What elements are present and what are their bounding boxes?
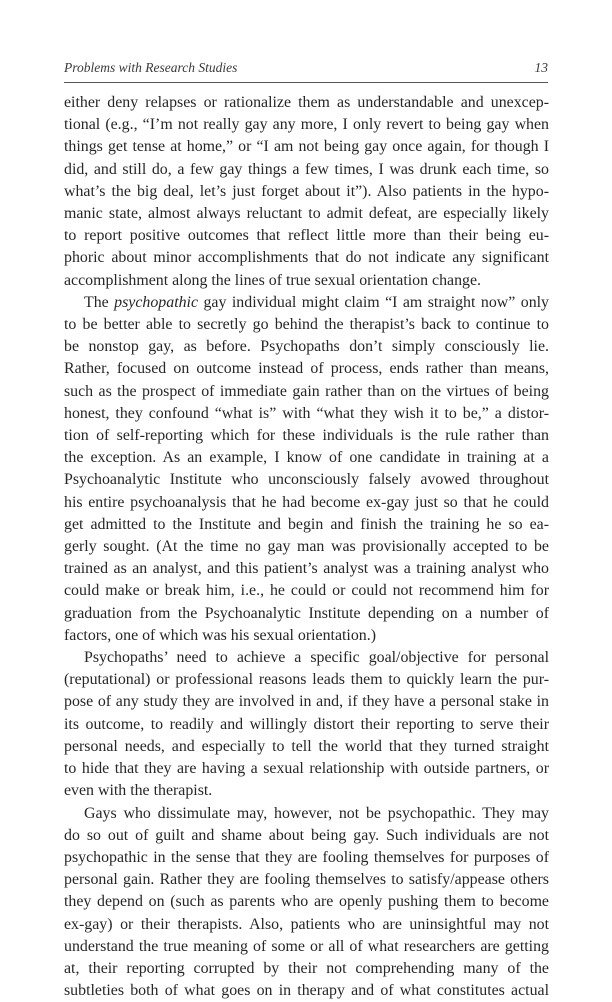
text-line: be nonstop gay, as before. Psychopaths don’t simply consciously lie. (64, 336, 549, 358)
text-line: its outcome, to readily and willingly distort their reporting to serve their (64, 714, 549, 736)
text-line: could make or break him, i.e., he could or could not recommend him for (64, 580, 549, 602)
paragraph (64, 92, 549, 292)
text-line: even with the therapist. (64, 780, 549, 802)
text-line: (reputational) or professional reasons leads them to quickly learn the pur- (64, 669, 549, 691)
text-line: Psychopaths’ need to achieve a specific goal/objective for personal (64, 647, 549, 669)
text-line: the exception. As an example, I know of one candidate in training at a (64, 447, 549, 469)
text-line: phoric about minor accomplishments that do not indicate any significant (64, 247, 549, 269)
text-line: at, their reporting corrupted by their not comprehending many of the (64, 958, 549, 980)
text-line: manic state, almost always reluctant to admit defeat, are especially likely (64, 203, 549, 225)
text-line: personal needs, and especially to tell the world that they turned straight (64, 736, 549, 758)
text-line: what’s the big deal, let’s just forget about it”). Also patients in the hypo- (64, 181, 549, 203)
text-line: ex-gay) or their therapists. Also, patients who are uninsightful may not (64, 914, 549, 936)
paragraph (64, 803, 549, 1002)
text-line: psychopathic in the sense that they are fooling themselves for purposes of (64, 847, 549, 869)
text-line: do so out of guilt and shame about being gay. Such individuals are not (64, 825, 549, 847)
text-line: graduation from the Psychoanalytic Institute depending on a number of (64, 603, 549, 625)
text-line: to report positive outcomes that reflect little more than their being eu- (64, 225, 549, 247)
running-header (64, 60, 548, 76)
text-line (64, 292, 549, 314)
text-line: understand the true meaning of some or all of what researchers are getting (64, 936, 549, 958)
text-line: Gays who dissimulate may, however, not be psychopathic. They may (64, 803, 549, 825)
chapter-title: Problems with Research Studies (64, 60, 237, 76)
text-line: tion of self-reporting which for these individuals is the rule rather than (64, 425, 549, 447)
text-line: trained as an analyst, and this patient’s analyst was a training analyst who (64, 558, 549, 580)
text-line: Psychoanalytic Institute who unconsciously falsely avowed throughout (64, 469, 549, 491)
text-line: personal gain. Rather they are fooling themselves to satisfy/appease others (64, 869, 549, 891)
text-line: subtleties both of what goes on in therapy and of what constitutes actual (64, 980, 549, 1002)
text-run: The (84, 294, 114, 311)
text-line: to hide that they are having a sexual relationship with outside partners, or (64, 758, 549, 780)
emphasis: psychopathic (114, 294, 198, 311)
paragraph (64, 647, 549, 802)
text-line: get admitted to the Institute and begin and finish the training he so ea- (64, 514, 549, 536)
text-line: things get tense at home,” or “I am not being gay once again, for though I (64, 136, 549, 158)
paragraph (64, 292, 549, 647)
text-line: did, and still do, a few gay things a few times, I was drunk each time, so (64, 159, 549, 181)
header-rule (64, 82, 548, 83)
text-line: either deny relapses or rationalize them as understandable and unexcep- (64, 92, 549, 114)
text-line: factors, one of which was his sexual orientation.) (64, 625, 549, 647)
text-line: to be better able to secretly go behind the therapist’s back to continue to (64, 314, 549, 336)
text-line: honest, they confound “what is” with “what they wish it to be,” a distor- (64, 403, 549, 425)
text-line: pose of any study they are involved in and, if they have a personal stake in (64, 691, 549, 713)
page-number: 13 (535, 60, 549, 76)
text-line: Rather, focused on outcome instead of process, ends rather than means, (64, 358, 549, 380)
text-line: they depend on (such as parents who are openly pushing them to become (64, 891, 549, 913)
text-line: tional (e.g., “I’m not really gay any more, I only revert to being gay when (64, 114, 549, 136)
body-text (64, 92, 549, 1002)
text-line: accomplishment along the lines of true sexual orientation change. (64, 270, 549, 292)
text-run: gay individual might claim “I am straight now” only (198, 294, 549, 311)
text-line: such as the prospect of immediate gain rather than on the virtues of being (64, 381, 549, 403)
text-line: his entire psychoanalysis that he had become ex-gay just so that he could (64, 492, 549, 514)
text-line: gerly sought. (At the time no gay man was provisionally accepted to be (64, 536, 549, 558)
